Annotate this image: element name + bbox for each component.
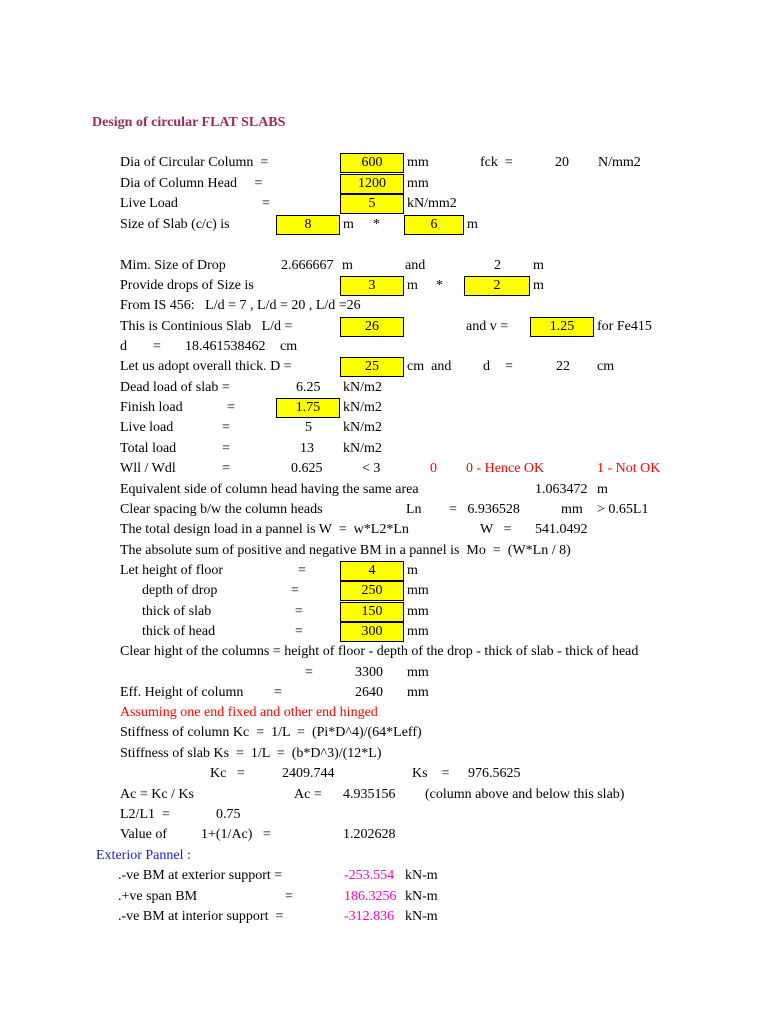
eff-height-value: 2640: [355, 685, 383, 700]
bm-interior-support-label: .-ve BM at interior support =: [118, 909, 284, 924]
column-dia-label: Dia of Circular Column =: [120, 155, 269, 170]
eff-depth-value: 22: [556, 359, 570, 374]
min-drop-unit-1: m: [342, 258, 353, 273]
live-load-row-eq: =: [222, 420, 230, 435]
kc-value: 2409.744: [282, 766, 335, 781]
head-thickness-input[interactable]: 300: [340, 622, 404, 642]
adopt-thickness-unit: cm and: [407, 359, 452, 374]
wll-wdl-value: 0.625: [291, 461, 323, 476]
total-load-unit: kN/m2: [343, 441, 382, 456]
drop-depth-unit: mm: [407, 583, 429, 598]
finish-load-unit: kN/m2: [343, 400, 382, 415]
value-of-label: Value of: [120, 827, 168, 842]
ac-value: 4.935156: [343, 787, 396, 802]
slab-size-unit-2: m: [467, 217, 478, 232]
fck-unit: N/mm2: [598, 155, 641, 170]
bm-span-label: .+ve span BM: [118, 889, 198, 904]
fck-value: 20: [555, 155, 569, 170]
slab-stiffness-formula: Stiffness of slab Ks = 1/L = (b*D^3)/(12*L): [120, 746, 382, 761]
total-load-label: Total load: [120, 441, 177, 456]
wll-wdl-label: Wll / Wdl: [120, 461, 176, 476]
column-dia-input[interactable]: 600: [340, 153, 404, 173]
head-thickness-eq: =: [295, 624, 303, 639]
column-head-label: Dia of Column Head =: [120, 176, 263, 191]
dead-load-unit: kN/m2: [343, 380, 382, 395]
drop-depth-eq: =: [291, 583, 299, 598]
d-label: d: [120, 339, 127, 354]
live-load-label: Live Load: [120, 196, 178, 211]
total-design-load-w: W =: [480, 522, 512, 537]
live-load-unit: kN/mm2: [407, 196, 457, 211]
is456-note: From IS 456: L/d = 7 , L/d = 20 , L/d =26: [120, 298, 361, 313]
slab-size-unit-1: m: [343, 217, 354, 232]
clear-spacing-label: Clear spacing b/w the column heads: [120, 502, 323, 517]
v-factor-input[interactable]: 1.25: [530, 317, 594, 337]
slab-thickness-unit: mm: [407, 604, 429, 619]
eff-depth-unit: cm: [597, 359, 615, 374]
clear-height-eq: =: [305, 665, 313, 680]
min-drop-and: and: [405, 258, 426, 273]
check-flag: 0: [430, 461, 437, 476]
slab-size-times: *: [373, 217, 380, 232]
finish-load-label: Finish load: [120, 400, 183, 415]
steel-grade-note: for Fe415: [597, 319, 652, 334]
live-load-row-unit: kN/m2: [343, 420, 382, 435]
overall-thickness-input[interactable]: 25: [340, 357, 404, 377]
drop-depth-input[interactable]: 250: [340, 581, 404, 601]
clear-height-formula: Clear hight of the columns = height of floor - depth of the drop - thick of slab - thick of head: [120, 644, 639, 659]
min-drop-value-1: 2.666667: [281, 258, 334, 273]
slab-size-l1-input[interactable]: 8: [276, 215, 340, 235]
provide-drop-times: *: [436, 278, 443, 293]
total-load-value: 13: [300, 441, 314, 456]
wll-wdl-limit: < 3: [362, 461, 381, 476]
min-drop-value-2: 2: [494, 258, 501, 273]
column-head-unit: mm: [407, 176, 429, 191]
check-not-ok-legend: 1 - Not OK: [597, 461, 660, 476]
clear-height-value: 3300: [355, 665, 383, 680]
provide-drop-w-input[interactable]: 2: [464, 276, 530, 296]
bm-interior-support-unit: kN-m: [405, 909, 438, 924]
column-dia-unit: mm: [407, 155, 429, 170]
clear-spacing-check: > 0.65L1: [597, 502, 649, 517]
slab-size-l2-input[interactable]: 6: [404, 215, 464, 235]
provide-drop-unit-1: m: [407, 278, 418, 293]
eff-height-unit: mm: [407, 685, 429, 700]
page-title: Design of circular FLAT SLABS: [92, 115, 286, 130]
equivalent-side-value: 1.063472: [535, 482, 588, 497]
ac-label: Ac =: [294, 787, 322, 802]
end-condition-note: Assuming one end fixed and other end hinged: [120, 705, 378, 720]
d-eq: =: [153, 339, 161, 354]
slab-size-label: Size of Slab (c/c) is: [120, 217, 230, 232]
continuous-slab-label: This is Continious Slab L/d =: [120, 319, 293, 334]
total-design-load-label: The total design load in a pannel is W = w*L2*Ln: [120, 522, 409, 537]
equivalent-side-label: Equivalent side of column head having the same area: [120, 482, 419, 497]
live-load-eq: =: [262, 196, 270, 211]
head-thickness-label: thick of head: [142, 624, 216, 639]
bm-interior-support-value: -312.836: [344, 909, 395, 924]
bm-exterior-support-label: .-ve BM at exterior support =: [118, 868, 283, 883]
v-factor-label: and v =: [466, 319, 509, 334]
floor-height-input[interactable]: 4: [340, 561, 404, 581]
floor-height-unit: m: [407, 563, 418, 578]
ac-formula: Ac = Kc / Ks: [120, 787, 194, 802]
drop-depth-label: depth of drop: [142, 583, 218, 598]
live-load-row-value: 5: [305, 420, 312, 435]
provide-drop-label: Provide drops of Size is: [120, 278, 254, 293]
l2-l1-value: 0.75: [216, 807, 241, 822]
clear-spacing-value: = 6.936528: [449, 502, 520, 517]
ld-ratio-input[interactable]: 26: [340, 317, 404, 337]
bm-span-eq: =: [285, 889, 293, 904]
bm-span-value: 186.3256: [344, 889, 397, 904]
fck-label: fck =: [480, 155, 513, 170]
finish-load-input[interactable]: 1.75: [276, 398, 340, 418]
bm-exterior-support-unit: kN-m: [405, 868, 438, 883]
slab-thickness-eq: =: [295, 604, 303, 619]
l2-l1-label: L2/L1 =: [120, 807, 170, 822]
exterior-panel-heading: Exterior Pannel :: [96, 848, 191, 863]
ks-label: Ks =: [412, 766, 450, 781]
total-load-eq: =: [222, 441, 230, 456]
clear-spacing-unit: mm: [561, 502, 583, 517]
dead-load-label: Dead load of slab =: [120, 380, 230, 395]
bm-span-unit: kN-m: [405, 889, 438, 904]
d-value: 18.461538462: [185, 339, 266, 354]
floor-height-eq: =: [298, 563, 306, 578]
wll-wdl-eq: =: [222, 461, 230, 476]
eff-depth-label: d: [483, 359, 490, 374]
absolute-sum-bm-text: The absolute sum of positive and negative BM in a pannel is Mo = (W*Ln / 8): [120, 543, 571, 558]
column-head-input[interactable]: 1200: [340, 174, 404, 194]
adopt-thickness-label: Let us adopt overall thick. D =: [120, 359, 292, 374]
slab-thickness-label: thick of slab: [142, 604, 212, 619]
provide-drop-unit-2: m: [533, 278, 544, 293]
floor-height-label: Let height of floor: [120, 563, 224, 578]
eff-depth-eq: =: [505, 359, 513, 374]
ks-value: 976.5625: [468, 766, 521, 781]
bm-exterior-support-value: -253.554: [344, 868, 395, 883]
min-drop-unit-2: m: [533, 258, 544, 273]
dead-load-value: 6.25: [296, 380, 321, 395]
equivalent-side-unit: m: [597, 482, 608, 497]
clear-spacing-ln: Ln: [406, 502, 422, 517]
value-of-result: 1.202628: [343, 827, 396, 842]
finish-load-eq: =: [227, 400, 235, 415]
eff-height-label: Eff. Height of column: [120, 685, 244, 700]
provide-drop-l-input[interactable]: 3: [340, 276, 404, 296]
total-design-load-value: 541.0492: [535, 522, 588, 537]
head-thickness-unit: mm: [407, 624, 429, 639]
kc-label: Kc =: [210, 766, 245, 781]
live-load-row-label: Live load: [120, 420, 174, 435]
check-ok-legend: 0 - Hence OK: [466, 461, 545, 476]
live-load-input[interactable]: 5: [340, 194, 404, 214]
d-unit: cm: [280, 339, 298, 354]
column-stiffness-formula: Stiffness of column Kc = 1/L = (Pi*D^4)/(64*Leff): [120, 725, 422, 740]
value-of-expression: 1+(1/Ac) =: [201, 827, 271, 842]
clear-height-unit: mm: [407, 665, 429, 680]
slab-thickness-input[interactable]: 150: [340, 602, 404, 622]
min-drop-label: Mim. Size of Drop: [120, 258, 226, 273]
eff-height-eq: =: [274, 685, 282, 700]
ac-note: (column above and below this slab): [425, 787, 625, 802]
